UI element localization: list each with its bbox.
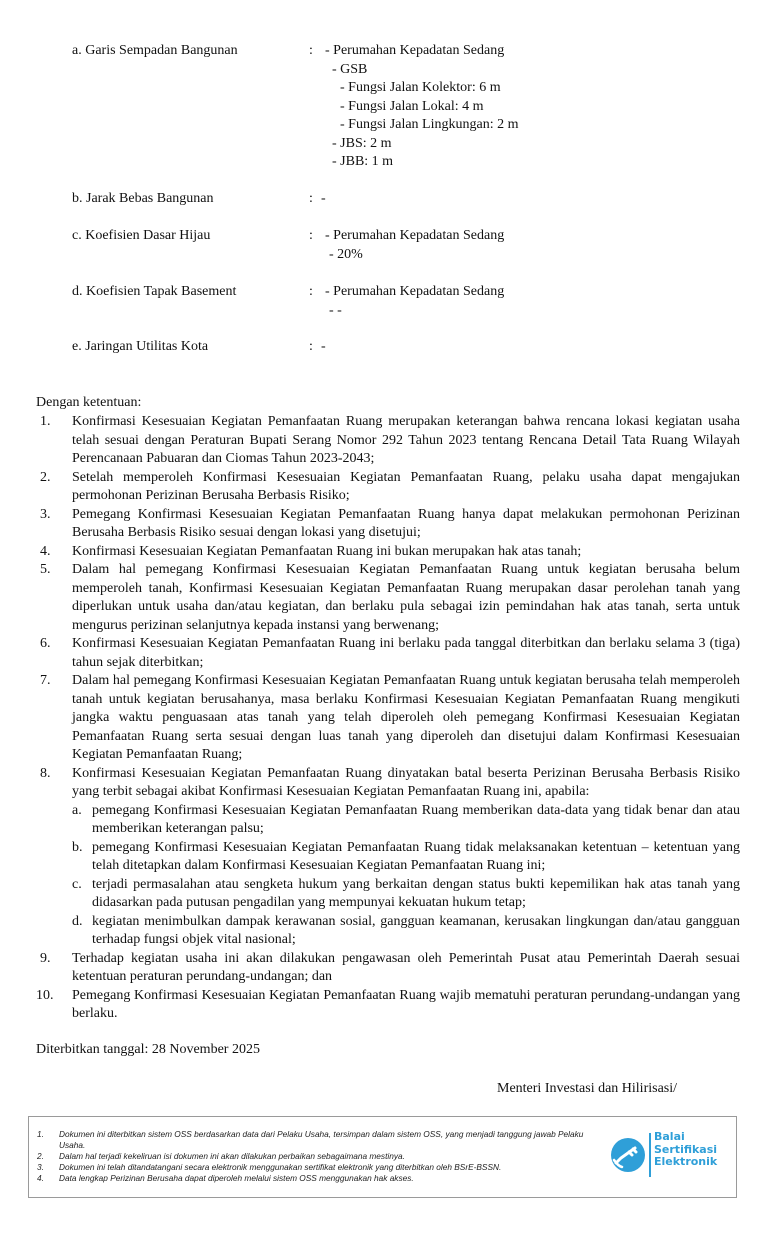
provision-number: 1.: [40, 414, 51, 429]
provision-number: 7.: [40, 673, 51, 688]
provision-item: [36, 635, 740, 672]
spec-value-line: - Fungsi Jalan Lokal: 4 m: [340, 98, 484, 114]
provision-item: [36, 506, 740, 543]
subitem-text: pemegang Konfirmasi Kesesuaian Kegiatan Pemanfaatan Ruang tidak melaksanakan ketentuan – ketentuan yang telah ditetapkan dalam Konfirmasi Kesesuaian Kegiatan Pemanfaatan Ruang ini;: [92, 839, 740, 873]
footer-note-text: Dokumen ini diterbitkan sistem OSS berdasarkan data dari Pelaku Usaha, tersimpan dalam sistem OSS, yang menjadi tanggung jawab Pelaku Usaha.: [59, 1129, 584, 1150]
spec-colon: :: [309, 191, 313, 206]
spec-label: c. Koefisien Dasar Hijau: [72, 228, 211, 243]
footer-note-number: 4.: [37, 1173, 44, 1183]
spec-colon: :: [309, 43, 313, 58]
provision-text: Konfirmasi Kesesuaian Kegiatan Pemanfaatan Ruang merupakan keterangan bahwa rencana lokasi kegiatan usaha telah sesuai dengan Peraturan Bupati Serang Nomor 292 Tahun 2023 tentang Rencana Detail Tata Ruang Wilayah Perencanaan Pabuaran dan Ciomas Tahun 2023-2043;: [72, 414, 740, 466]
footer-note: [37, 1162, 597, 1173]
spec-value-line: - JBB: 1 m: [332, 154, 394, 169]
provision-text: Terhadap kegiatan usaha ini akan dilakukan pengawasan oleh Pemerintah Pusat atau Pemerintah Daerah sesuai ketentuan peraturan perundang-undangan; dan: [72, 950, 740, 984]
footer-note: [37, 1151, 597, 1162]
provisions-intro: Dengan ketentuan:: [36, 395, 142, 410]
provision-number: 5.: [40, 562, 51, 577]
logo-line: Balai: [654, 1130, 685, 1143]
spec-value-line: - Perumahan Kepadatan Sedang: [325, 284, 505, 299]
footer-note-text: Data lengkap Perizinan Berusaha dapat diperoleh melalui sistem OSS menggunakan hak akses.: [59, 1173, 414, 1183]
logo-text: [654, 1131, 717, 1169]
bsre-key-icon: [609, 1136, 647, 1174]
provision-item: [36, 543, 740, 562]
footer-note: [37, 1173, 597, 1184]
spec-value-line: - GSB: [332, 61, 368, 77]
subitem-letter: a.: [72, 802, 82, 818]
spec-value-line: - Perumahan Kepadatan Sedang: [325, 228, 505, 243]
provision-text: Setelah memperoleh Konfirmasi Kesesuaian Kegiatan Pemanfaatan Ruang, pelaku usaha dapat mengajukan permohonan Perizinan Berusaha Berbasis Risiko;: [72, 469, 740, 503]
subitem-letter: c.: [72, 876, 82, 892]
spec-colon: :: [309, 228, 313, 243]
spec-value-line: - -: [329, 302, 342, 318]
provision-subitem: [72, 913, 740, 950]
provision-text: Dalam hal pemegang Konfirmasi Kesesuaian Kegiatan Pemanfaatan Ruang untuk kegiatan berusaha belum memperoleh tanah, Konfirmasi Kesesuaian Kegiatan Pemanfaatan Ruang merupakan dasar perolehan tanah yang diperlukan untuk usaha dan/atau kegiatan, dan berlaku pula sebagai izin pemindahan hak atas tanah, serta untuk mengurus perizinan selanjutnya kepada instansi yang berwenang;: [72, 562, 740, 633]
provisions-list: [36, 413, 740, 1024]
provision-item: [36, 413, 740, 469]
issued-date: Diterbitkan tanggal: 28 November 2025: [36, 1042, 260, 1057]
spec-value-line: - JBS: 2 m: [332, 135, 392, 151]
provision-item: [36, 765, 740, 950]
provision-item: [36, 950, 740, 987]
provision-item: [36, 469, 740, 506]
signer-title: Menteri Investasi dan Hilirisasi/: [497, 1081, 678, 1096]
provision-subitem: [72, 802, 740, 839]
spec-label: a. Garis Sempadan Bangunan: [72, 43, 238, 58]
bsre-logo: [609, 1131, 731, 1179]
spec-label: d. Koefisien Tapak Basement: [72, 284, 237, 299]
footer-notes: [37, 1129, 597, 1184]
footer-note-number: 3.: [37, 1162, 44, 1172]
logo-line: Sertifikasi: [654, 1142, 718, 1156]
spec-value-line: - Fungsi Jalan Lingkungan: 2 m: [340, 117, 519, 132]
provision-item: [36, 672, 740, 765]
provision-number: 9.: [40, 950, 51, 966]
provision-text: Konfirmasi Kesesuaian Kegiatan Pemanfaatan Ruang ini berlaku pada tanggal diterbitkan dan berlaku selama 3 (tiga) tahun sejak diterbitkan;: [72, 636, 740, 670]
footer-note: [37, 1129, 597, 1151]
spec-value-line: - Perumahan Kepadatan Sedang: [325, 43, 505, 58]
provision-text: Pemegang Konfirmasi Kesesuaian Kegiatan Pemanfaatan Ruang wajib mematuhi peraturan perundang-undangan yang berlaku.: [72, 987, 740, 1021]
provision-text: Konfirmasi Kesesuaian Kegiatan Pemanfaatan Ruang ini bukan merupakan hak atas tanah;: [72, 543, 582, 559]
subitem-letter: d.: [72, 913, 83, 929]
spec-value-line: - Fungsi Jalan Kolektor: 6 m: [340, 80, 501, 95]
footer-note-text: Dalam hal terjadi kekeliruan isi dokumen ini akan dilakukan perbaikan sebagaimana mestinya.: [59, 1151, 405, 1161]
provision-text: Dalam hal pemegang Konfirmasi Kesesuaian Kegiatan Pemanfaatan Ruang untuk kegiatan berusaha telah memperoleh tanah untuk kegiatan berusahanya, masa berlaku Konfirmasi Kesesuaian Kegiatan Pemanfaatan Ruang mengikuti jangka waktu penguasaan atas tanah yang telah diperoleh oleh pemegang Konfirmasi Kesesuaian Kegiatan Pemanfaatan Ruang serta sesuai dengan luas tanah yang diperoleh dan disetujui dalam Konfirmasi Kesesuaian Kegiatan Pemanfaatan Ruang;: [72, 673, 740, 762]
provision-number: 3.: [40, 506, 51, 522]
spec-colon: :: [309, 284, 313, 299]
spec-value-line: - 20%: [329, 246, 363, 262]
spec-label: b. Jarak Bebas Bangunan: [72, 191, 214, 206]
provision-text: Pemegang Konfirmasi Kesesuaian Kegiatan Pemanfaatan Ruang hanya dapat melakukan permohonan Perizinan Berusaha Berbasis Risiko sesuai dengan lokasi yang disetujui;: [72, 506, 740, 540]
provision-subitem: [72, 839, 740, 876]
footer-note-number: 2.: [37, 1151, 44, 1161]
subitem-text: pemegang Konfirmasi Kesesuaian Kegiatan Pemanfaatan Ruang memberikan data-data yang tidak benar dan atau memberikan keterangan palsu;: [92, 802, 740, 836]
footer-note-text: Dokumen ini telah ditandatangani secara elektronik menggunakan sertifikat elektronik yang diterbitkan oleh BSrE-BSSN.: [59, 1162, 502, 1172]
provision-item: [36, 561, 740, 635]
provision-number: 10.: [36, 987, 54, 1003]
logo-divider: [649, 1133, 651, 1177]
provision-text: Konfirmasi Kesesuaian Kegiatan Pemanfaatan Ruang dinyatakan batal beserta Perizinan Berusaha Berbasis Risiko yang terbit sebagai akibat Konfirmasi Kesesuaian Kegiatan Pemanfaatan Ruang ini, apabila:: [72, 765, 740, 799]
subitem-letter: b.: [72, 839, 83, 855]
provision-number: 6.: [40, 636, 51, 651]
subitem-text: terjadi permasalahan atau sengketa hukum yang berkaitan dengan status bukti kepemilikan hak atas tanah yang didasarkan pada putusan pengadilan yang mempunyai kekuatan hukum tetap;: [92, 876, 740, 910]
footer-note-number: 1.: [37, 1129, 44, 1139]
subitem-text: kegiatan menimbulkan dampak kerawanan sosial, gangguan keamanan, kerusakan lingkungan dan/atau gangguan terhadap fungsi objek vital nasional;: [92, 913, 740, 947]
provision-item: [36, 987, 740, 1024]
provision-number: 2.: [40, 469, 51, 485]
spec-colon: :: [309, 339, 313, 354]
spec-value-line: -: [321, 191, 326, 206]
footer-disclaimer: [28, 1116, 737, 1198]
provision-number: 4.: [40, 543, 51, 559]
spec-label: e. Jaringan Utilitas Kota: [72, 339, 209, 354]
provision-subitem: [72, 876, 740, 913]
logo-line: Elektronik: [654, 1155, 718, 1168]
spec-value-line: -: [321, 339, 326, 354]
provision-number: 8.: [40, 765, 51, 781]
